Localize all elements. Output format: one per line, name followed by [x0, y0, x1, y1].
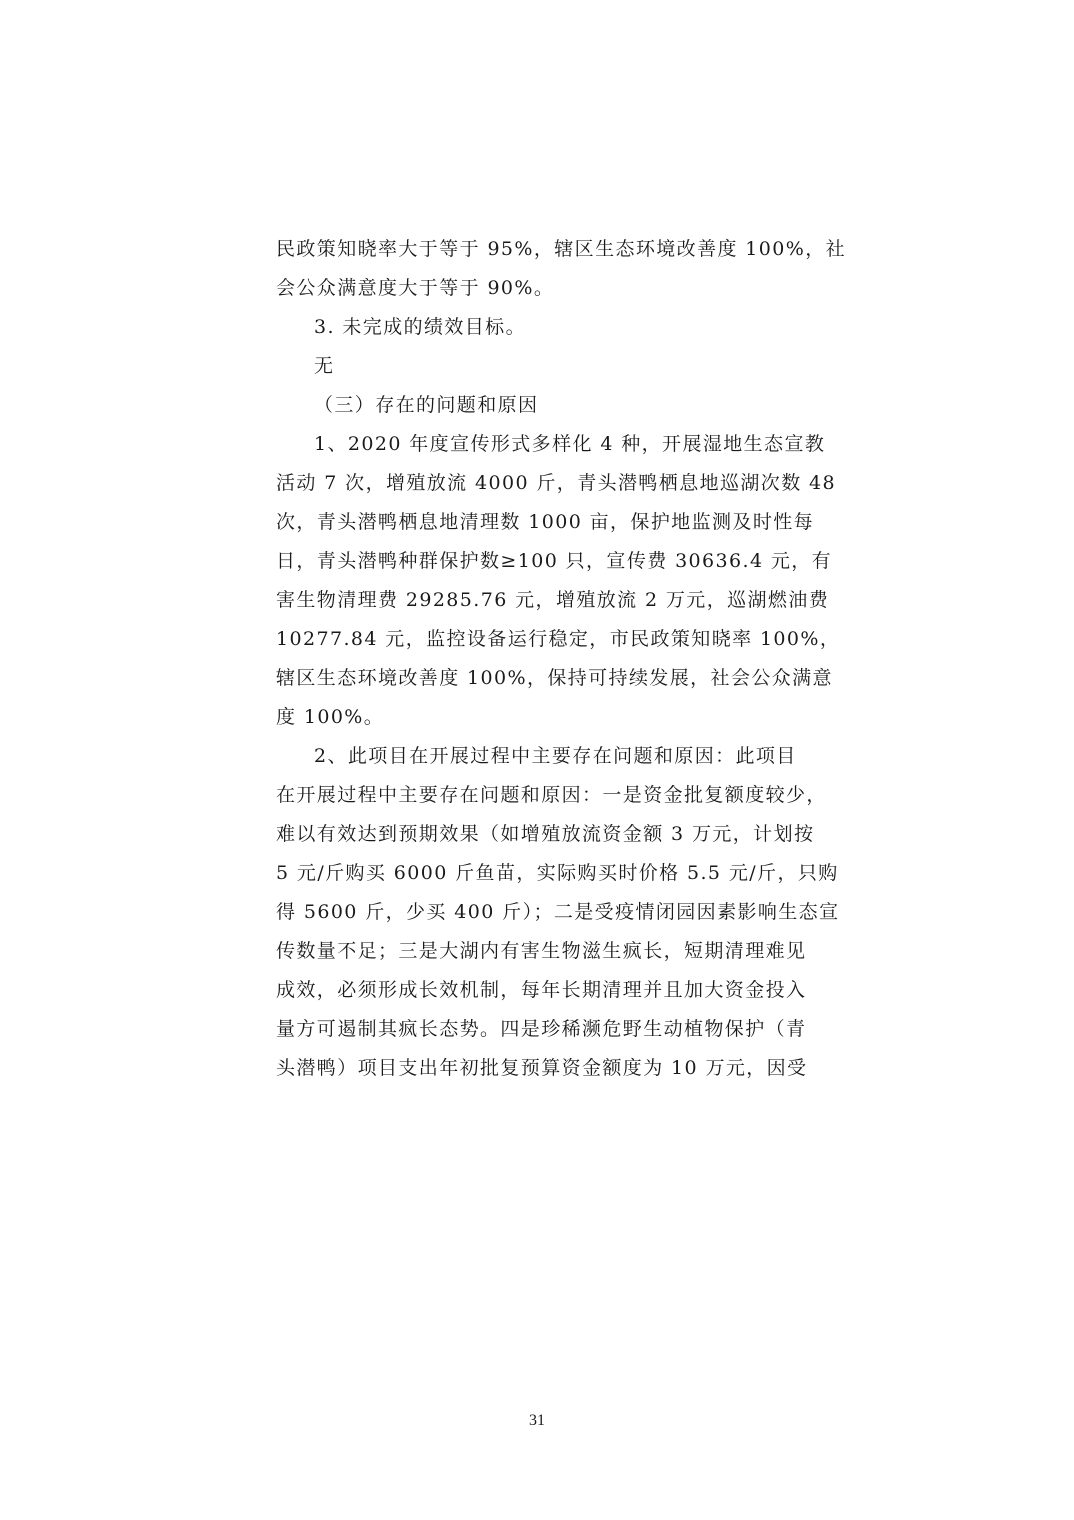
page-number: 31: [529, 1412, 545, 1429]
text-line: 活动 7 次，增殖放流 4000 斤，青头潜鸭栖息地巡湖次数 48: [276, 472, 837, 494]
text-line: 5 元/斤购买 6000 斤鱼苗，实际购买时价格 5.5 元/斤，只购: [276, 862, 839, 884]
text-line: 度 100%。: [276, 706, 385, 728]
text-line: 日，青头潜鸭种群保护数≥100 只，宣传费 30636.4 元，有: [276, 550, 833, 572]
text-line: 头潜鸭）项目支出年初批复预算资金额度为 10 万元，因受: [276, 1057, 808, 1079]
text-line: 成效，必须形成长效机制，每年长期清理并且加大资金投入: [276, 979, 807, 1001]
text-line: 民政策知晓率大于等于 95%，辖区生态环境改善度 100%，社: [276, 238, 847, 260]
text-line: 无: [314, 355, 335, 377]
text-line: 1、2020 年度宣传形式多样化 4 种，开展湿地生态宣教: [314, 433, 826, 455]
text-line: 辖区生态环境改善度 100%，保持可持续发展，社会公众满意: [276, 667, 833, 689]
text-line: 10277.84 元，监控设备运行稳定，市民政策知晓率 100%，: [276, 628, 841, 650]
text-line: 2、此项目在开展过程中主要存在问题和原因：此项目: [314, 745, 797, 767]
text-line: 得 5600 斤，少买 400 斤）；二是受疫情闭园因素影响生态宣: [276, 901, 840, 923]
text-line: 会公众满意度大于等于 90%。: [276, 277, 555, 299]
text-line: 3. 未完成的绩效目标。: [314, 316, 526, 338]
text-line: 难以有效达到预期效果（如增殖放流资金额 3 万元，计划按: [276, 823, 815, 845]
text-line: 害生物清理费 29285.76 元，增殖放流 2 万元，巡湖燃油费: [276, 589, 830, 611]
text-line: 传数量不足；三是大湖内有害生物滋生疯长，短期清理难见: [276, 940, 807, 962]
text-line: 在开展过程中主要存在问题和原因：一是资金批复额度较少，: [276, 784, 827, 806]
body-text: [276, 230, 847, 1088]
section-heading: （三）存在的问题和原因: [314, 394, 539, 416]
text-line: 量方可遏制其疯长态势。四是珍稀濒危野生动植物保护（青: [276, 1018, 807, 1040]
text-line: 次，青头潜鸭栖息地清理数 1000 亩，保护地监测及时性每: [276, 511, 815, 533]
